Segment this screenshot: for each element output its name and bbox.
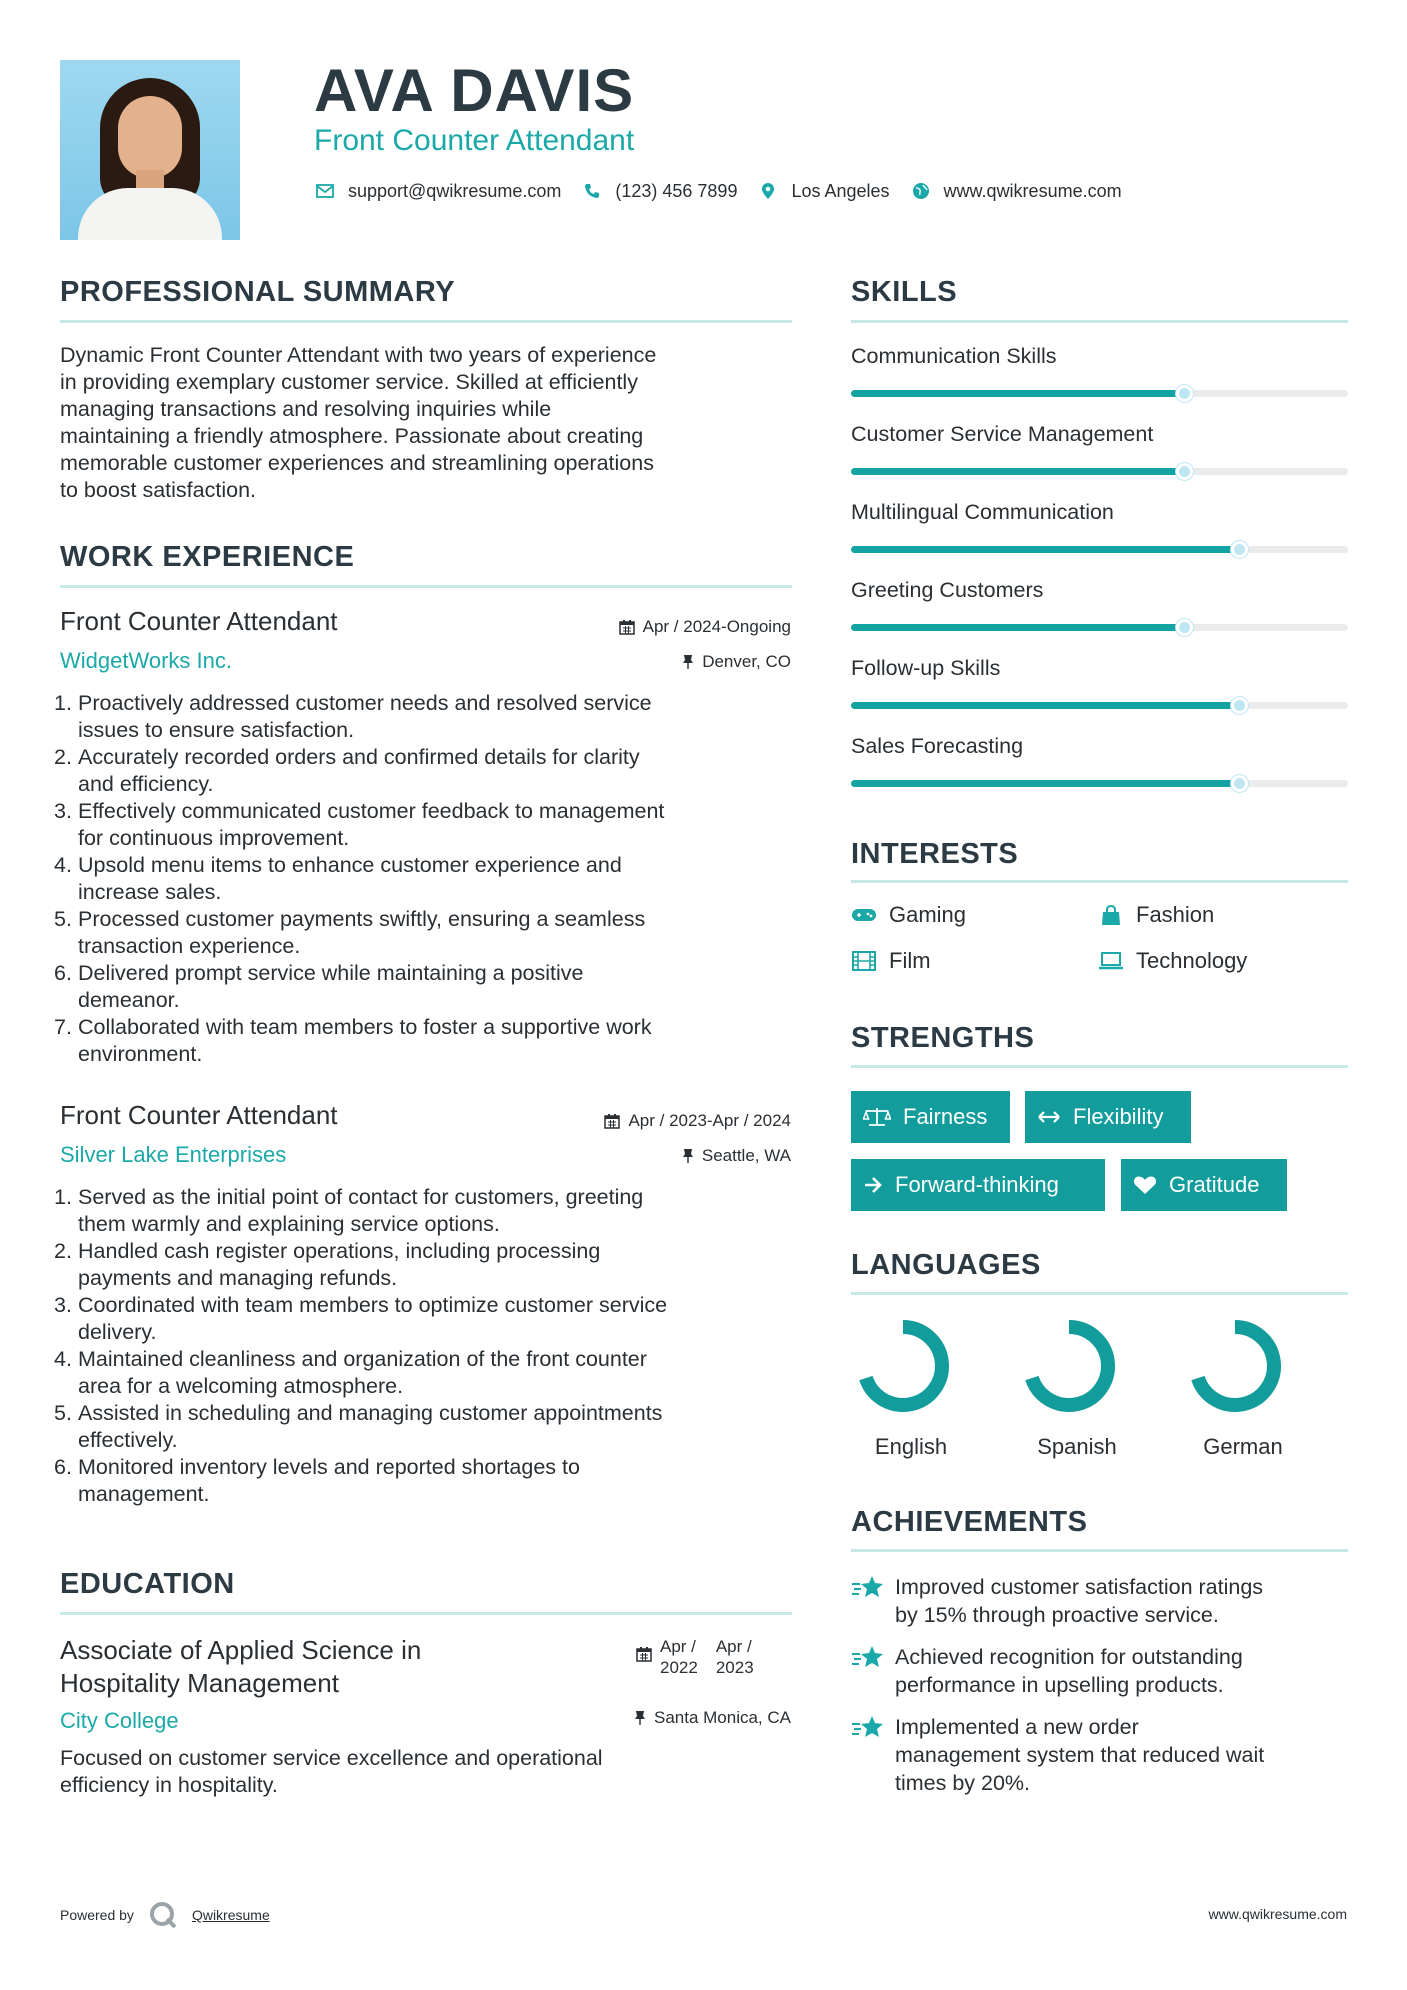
skill-bar-knob xyxy=(1231,775,1248,792)
degree-title: Associate of Applied Science in Hospitality Management xyxy=(60,1635,422,1698)
language-label: Spanish xyxy=(1037,1434,1117,1459)
skill-label: Follow-up Skills xyxy=(851,656,1001,680)
skill-bar-knob xyxy=(1231,541,1248,558)
strengths-divider xyxy=(851,1065,1348,1068)
film-icon xyxy=(851,950,877,972)
job-location: Denver, CO xyxy=(682,652,791,672)
list-item: 2. Handled cash register operations, including processing payments and managing refunds. xyxy=(54,1239,601,1290)
strength-badge-fairness: Fairness xyxy=(851,1091,1010,1143)
list-item: 1. Served as the initial point of contact for customers, greeting them warmly and explaining service options. xyxy=(54,1185,644,1236)
language-label: German xyxy=(1203,1434,1283,1459)
balance-scale-icon xyxy=(863,1106,891,1128)
star-burst-icon xyxy=(851,1643,885,1699)
job-date: Apr / 2024-Ongoing xyxy=(619,617,791,637)
list-item: 1. Proactively addressed customer needs and resolved service issues to ensure satisfaction. xyxy=(54,691,652,742)
school-name: City College xyxy=(60,1708,179,1733)
shopping-bag-icon xyxy=(1098,904,1124,926)
language-ring-spanish xyxy=(1032,1327,1108,1405)
globe-icon xyxy=(910,180,932,202)
star-burst-icon xyxy=(851,1713,885,1797)
strengths-heading: STRENGTHS xyxy=(851,1022,1035,1054)
skill-bar xyxy=(851,624,1348,631)
skill-bar xyxy=(851,702,1348,709)
list-item: 4. Upsold menu items to enhance customer experience and increase sales. xyxy=(54,853,622,904)
skill-bar-fill xyxy=(851,624,1184,631)
pushpin-icon xyxy=(682,654,694,670)
achievements-divider xyxy=(851,1549,1348,1552)
company-name: Silver Lake Enterprises xyxy=(60,1142,287,1167)
list-item: 7. Collaborated with team members to foster a supportive work environment. xyxy=(54,1015,652,1066)
footer-branding xyxy=(60,1900,270,1930)
job-date: Apr / 2023-Apr / 2024 xyxy=(604,1111,791,1131)
achievement-item: Improved customer satisfaction ratings by 15% through proactive service. xyxy=(851,1573,1348,1629)
interest-fashion: Fashion xyxy=(1098,902,1214,928)
interests-heading: INTERESTS xyxy=(851,838,1019,870)
candidate-title: Front Counter Attendant xyxy=(314,124,635,157)
contact-phone[interactable]: (123) 456 7899 xyxy=(615,180,738,201)
list-item: 5. Processed customer payments swiftly, ensuring a seamless transaction experience. xyxy=(54,907,646,958)
footer-website[interactable]: www.qwikresume.com xyxy=(1208,1906,1347,1922)
skill-bar xyxy=(851,468,1348,475)
languages-divider xyxy=(851,1292,1348,1295)
interest-gaming: Gaming xyxy=(851,902,966,928)
calendar-icon xyxy=(636,1646,652,1662)
summary-divider xyxy=(60,320,792,323)
summary-heading: PROFESSIONAL SUMMARY xyxy=(60,276,456,308)
skill-label: Multilingual Communication xyxy=(851,500,1114,524)
achievement-item: Implemented a new order management system that reduced wait times by 20%. xyxy=(851,1713,1348,1797)
skill-bar xyxy=(851,780,1348,787)
brand-link[interactable]: Qwikresume xyxy=(191,1907,270,1923)
skill-label: Sales Forecasting xyxy=(851,734,1024,758)
interest-film: Film xyxy=(851,948,931,974)
phone-icon xyxy=(581,180,603,202)
language-rings xyxy=(851,1310,1348,1420)
language-ring-german xyxy=(1198,1327,1274,1405)
list-item: 6. Delivered prompt service while maintaining a positive demeanor. xyxy=(54,961,584,1012)
list-item: 2. Accurately recorded orders and confirmed details for clarity and efficiency. xyxy=(54,745,640,796)
job-title: Front Counter Attendant xyxy=(60,1100,338,1130)
calendar-icon xyxy=(604,1113,620,1129)
summary-text: Dynamic Front Counter Attendant with two years of experience in providing exemplary customer service. Skilled at efficiently managing transactions and resolving inquiries while maintaining a friendly atmosphere. Passionate about creating memorable customer experiences and streamlining operations to boost satisfaction. xyxy=(60,343,657,502)
experience-divider xyxy=(60,585,792,588)
skill-bar-fill xyxy=(851,702,1239,709)
contact-website[interactable]: www.qwikresume.com xyxy=(943,180,1122,201)
skill-bar-fill xyxy=(851,546,1239,553)
education-heading: EDUCATION xyxy=(60,1568,235,1600)
strength-badge-forward-thinking: Forward-thinking xyxy=(851,1159,1105,1211)
skill-bar-fill xyxy=(851,390,1184,397)
qwikresume-logo-icon xyxy=(148,1900,178,1930)
education-location: Santa Monica, CA xyxy=(634,1708,791,1728)
skill-label: Communication Skills xyxy=(851,344,1057,368)
list-item: 5. Assisted in scheduling and managing customer appointments effectively. xyxy=(54,1401,663,1452)
profile-photo xyxy=(60,60,240,240)
languages-heading: LANGUAGES xyxy=(851,1249,1041,1281)
skill-bar-knob xyxy=(1176,463,1193,480)
strength-badge-gratitude: Gratitude xyxy=(1121,1159,1287,1211)
list-item: 3. Effectively communicated customer feedback to management for continuous improvement. xyxy=(54,799,665,850)
interests-divider xyxy=(851,880,1348,883)
pushpin-icon xyxy=(682,1148,694,1164)
education-date: Apr / 2022 Apr / 2023 xyxy=(636,1636,754,1678)
candidate-name: AVA DAVIS xyxy=(314,57,635,124)
company-name: WidgetWorks Inc. xyxy=(60,648,232,673)
language-ring-english xyxy=(866,1327,942,1405)
contact-location: Los Angeles xyxy=(791,180,890,201)
skill-bar-knob xyxy=(1231,697,1248,714)
skill-bar-knob xyxy=(1176,619,1193,636)
heart-icon xyxy=(1133,1175,1157,1195)
language-label: English xyxy=(874,1434,948,1459)
strength-badge-flexibility: Flexibility xyxy=(1025,1091,1191,1143)
pushpin-icon xyxy=(634,1710,646,1726)
envelope-icon xyxy=(314,180,336,202)
skill-bar-knob xyxy=(1176,385,1193,402)
skill-label: Greeting Customers xyxy=(851,578,1044,602)
achievements-heading: ACHIEVEMENTS xyxy=(851,1506,1088,1538)
interest-technology: Technology xyxy=(1098,948,1247,974)
contact-email[interactable]: support@qwikresume.com xyxy=(348,180,562,201)
list-item: 3. Coordinated with team members to optimize customer service delivery. xyxy=(54,1293,668,1344)
calendar-icon xyxy=(619,619,635,635)
arrows-horizontal-icon xyxy=(1037,1110,1061,1124)
gamepad-icon xyxy=(851,904,877,926)
skill-bar-fill xyxy=(851,468,1184,475)
list-item: 6. Monitored inventory levels and reported shortages to management. xyxy=(54,1455,580,1506)
skill-bar-fill xyxy=(851,780,1239,787)
education-description: Focused on customer service excellence and operational efficiency in hospitality. xyxy=(60,1746,603,1797)
arrow-right-icon xyxy=(863,1176,883,1194)
skill-label: Customer Service Management xyxy=(851,422,1154,446)
job-location: Seattle, WA xyxy=(682,1146,791,1166)
contact-bar xyxy=(314,180,1142,202)
experience-heading: WORK EXPERIENCE xyxy=(60,541,355,573)
laptop-icon xyxy=(1098,950,1124,972)
skills-heading: SKILLS xyxy=(851,276,958,308)
job-bullets xyxy=(54,1184,800,1508)
job-bullets xyxy=(54,690,800,1068)
list-item: 4. Maintained cleanliness and organization of the front counter area for a welcoming atmosphere. xyxy=(54,1347,647,1398)
achievement-item: Achieved recognition for outstanding performance in upselling products. xyxy=(851,1643,1348,1699)
skills-divider xyxy=(851,320,1348,323)
powered-by-text: Powered by xyxy=(60,1907,134,1923)
skill-bar xyxy=(851,546,1348,553)
star-burst-icon xyxy=(851,1573,885,1629)
education-divider xyxy=(60,1612,792,1615)
skill-bar xyxy=(851,390,1348,397)
map-pin-icon xyxy=(757,180,779,202)
job-title: Front Counter Attendant xyxy=(60,606,338,636)
